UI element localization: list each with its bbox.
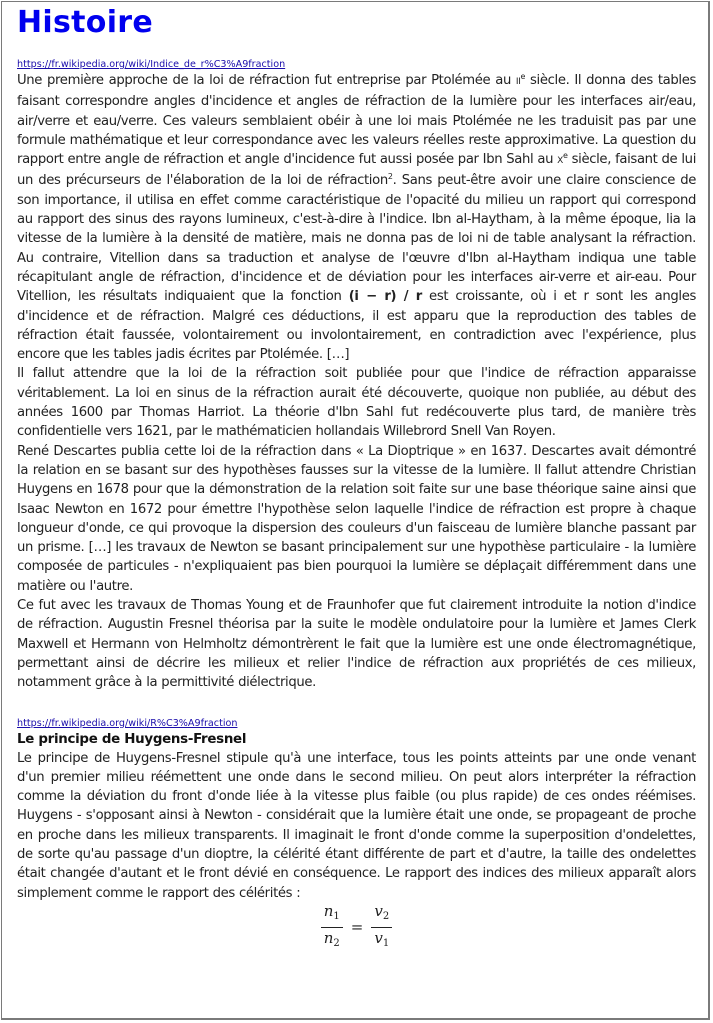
paragraph-huygens-fresnel: Le principe de Huygens-Fresnel stipule qu'à une interface, tous les points atteints par une onde venant d'un premier milieu réémettent une onde dans le second milieu. On peut alors interpréter la réfraction comme la déviation du front d'onde liée à la vitesse plus faible (ou plus rapide) de ces ondes réémises. Huygens - s'opposant ainsi à Newton - considérait que la lumière était une onde, se propageant de proche en proche dans les milieux transparents. Il imaginait le front d'onde comme la superposition d'ondelettes, de sorte qu'au passage d'un dioptre, la célérité étant différente de part et d'autre, la taille des ondelettes était changée d'autant et le front dévié en conséquence. Le rapport des indices des milieux apparaît alors simplement comme le rapport des célérités :	[17, 750, 696, 901]
page-title: Histoire	[17, 5, 154, 40]
equation-index-ratio	[17, 903, 696, 952]
paragraph-history-4: Ce fut avec les travaux de Thomas Young et de Fraunhofer que fut clairement introduite la notion d'indice de réfraction. Augustin Fresnel théorisa par la suite le modèle ondulatoire pour la lumière et James Clerk Maxwell et Hermann von Helmholtz démontrèrent le fait que la lumière est une onde électromagnétique, permettant ainsi de décrire les milieux et relier l'indice de réfraction aux propriétés de ces milieux, notamment grâce à la permittivité diélectrique.	[17, 598, 696, 691]
paragraph-history-2: Il fallut attendre que la loi de la réfraction soit publiée pour que l'indice de réfraction apparaisse véritablement. La loi en sinus de la réfraction aurait été découverte, quoique non publiée, au début des années 1600 par Thomas Harriot. La théorie d'Ibn Sahl fut redécouverte plus tard, de manière très confidentielle vers 1621, par le mathématicien hollandais Willebrord Snell Van Royen.	[17, 366, 696, 440]
fraction-v2-v1: $\frac{v_2}{v_1}$	[371, 903, 392, 952]
source-link-indice[interactable]: https://fr.wikipedia.org/wiki/Indice_de_r%C3%A9fraction	[17, 59, 286, 70]
footnote-ref[interactable]: 2	[387, 172, 393, 182]
paragraph-history-1: Une première approche de la loi de réfraction fut entreprise par Ptolémée au IIe siècle. Il donna des tables faisant correspondre angles d'incidence et angles de réfraction de la lumière pour les interfaces air/eau, air/verre et eau/verre. Ces valeurs semblaient obéir à une loi mais Ptolémée ne les traduisit pas par une formule mathématique et leur correspondance avec les valeurs réelles reste approximative. La question du rapport entre angle de réfraction et angle d'incidence fut aussi posée par Ibn Sahl au Xe siècle, faisant de lui un des précurseurs de l'élaboration de la loi de réfraction$^2$. Sans peut-être avoir une claire conscience de son importance, il utilisa en effet comme caractéristique de l'opacité du milieu un rapport qui correspond au rapport des sinus des rayons lumineux, c'est-à-dire à l'indice. Ibn al-Haytham, à la même époque, lia la vitesse de la lumière à la densité de matière, mais ne donna pas de loi ni de table analysant la réfraction. Au contraire, Vitellion dans sa traduction et analyse de l'œuvre d'Ibn al-Haytham indiqua une table récapitulant angle de réfraction, d'incidence et de déviation pour les interfaces air-verre et air-eau. Pour Vitellion, les résultats indiquaient que la fonction (i − r) / r est croissante, où i et r sont les angles d'incidence et de réfraction. Malgré ces déductions, il est apparu que la reproduction des tables de réfraction était faussée, volontairement ou involontairement, en contradiction avec l'expérience, plus encore que les tables jadis écrites par Ptolémée. […]	[17, 72, 697, 363]
section-heading-huygens-fresnel: Le principe de Huygens-Fresnel	[17, 731, 247, 747]
roman-century-2: II	[515, 77, 521, 87]
paragraph-history-3: René Descartes publia cette loi de la réfraction dans « La Dioptrique » en 1637. Descartes avait démontré la relation en se basant sur des hypothèses fausses sur la vitesse de la lumière. Il fallut attendre Christian Huygens en 1678 pour que la démonstration de la relation soit faite sur une base théorique saine ainsi que Isaac Newton en 1672 pour émettre l'hypothèse selon laquelle l'indice de réfraction est propre à chaque longueur d'onde, ce qui provoque la dispersion des couleurs d'un faisceau de lumière blanche passant par un prisme. […] les travaux de Newton se basant principalement sur une hypothèse particulaire - la lumière composée de particules - n'expliquaient pas bien pourquoi la lumière se déplaçait différemment dans une matière ou l'autre.	[17, 443, 696, 594]
inline-formula: (i − r) / r	[348, 289, 422, 305]
equals-sign: =	[350, 918, 364, 937]
roman-century-10: X	[557, 156, 563, 167]
source-link-refraction[interactable]: https://fr.wikipedia.org/wiki/R%C3%A9fraction	[17, 717, 238, 729]
document-content	[17, 0, 696, 952]
fraction-n1-n2: $\frac{n_1}{n_2}$	[321, 903, 343, 952]
